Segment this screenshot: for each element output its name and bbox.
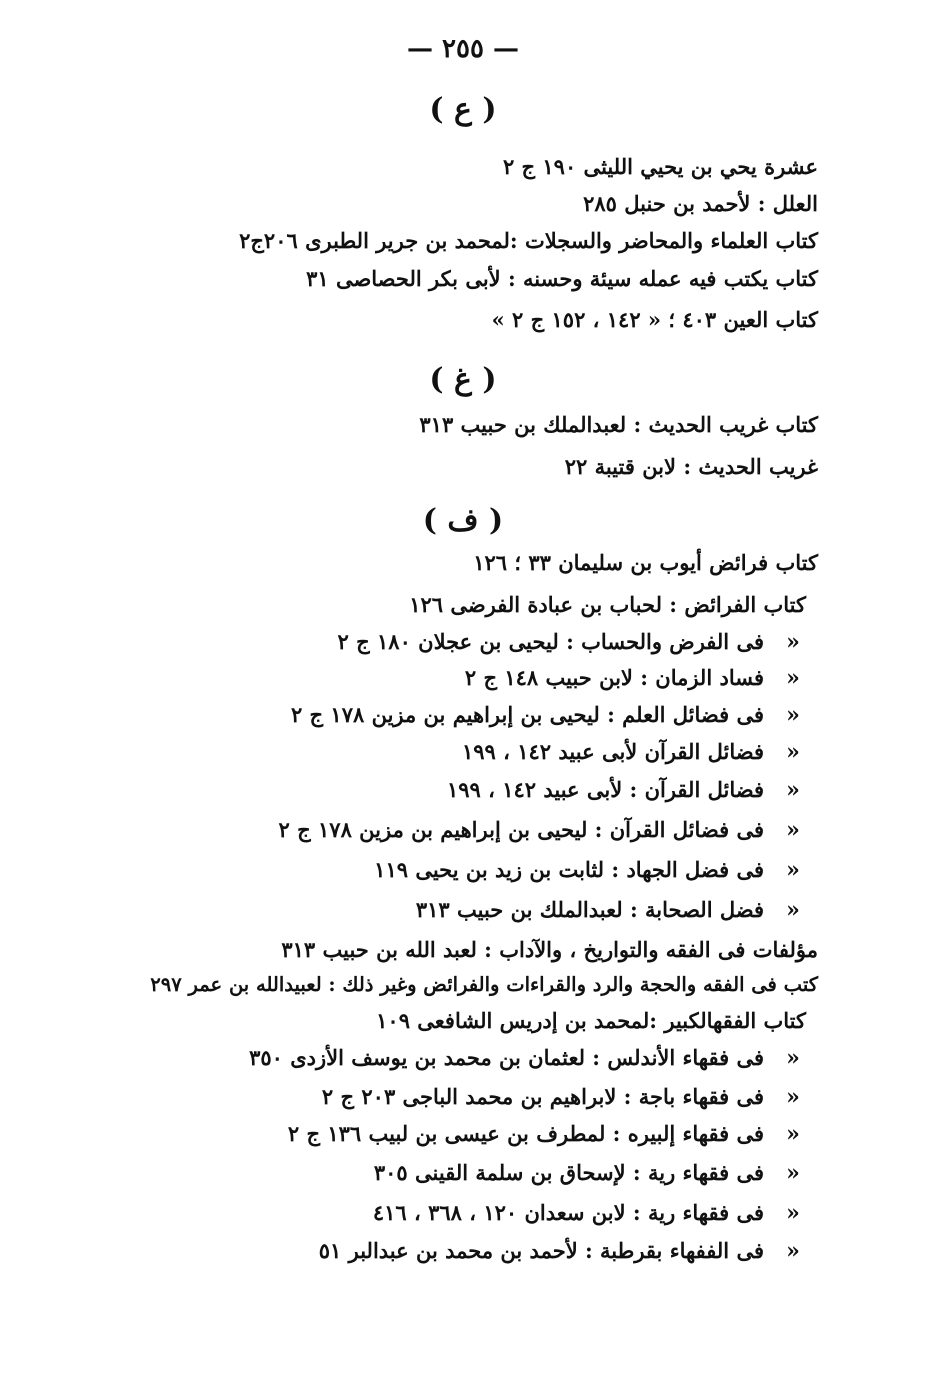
entry-line: كتاب فرائض أيوب بن سليمان ٣٣ ؛ ١٢٦ bbox=[473, 550, 818, 575]
ditto-mark: « bbox=[786, 629, 800, 655]
ditto-mark: « bbox=[786, 1121, 800, 1147]
ditto-mark: « bbox=[786, 1200, 800, 1226]
ditto-mark: « bbox=[786, 1045, 800, 1071]
entry-line: فى فضائل العلم : ليحيى بن إبراهيم بن مزين ١٧٨ ج ٢ bbox=[290, 702, 764, 727]
entry-line: كتاب الفرائض : لحباب بن عبادة الفرضى ١٢٦ bbox=[409, 592, 806, 617]
entry-line: عشرة يحي بن يحيي الليثى ١٩٠ ج ٢ bbox=[502, 154, 818, 179]
entry-line: كتاب العلماء والمحاضر والسجلات :لمحمد بن جرير الطبرى ٢٠٦ج٢ bbox=[239, 228, 818, 253]
ditto-mark: « bbox=[786, 665, 800, 691]
page-number: — ٢٥٥ — bbox=[406, 34, 520, 64]
section-heading-ghain: ( غ ) bbox=[429, 362, 497, 397]
entry-line: فى الفرض والحساب : ليحيى بن عجلان ١٨٠ ج ٢ bbox=[337, 629, 764, 654]
ditto-mark: « bbox=[786, 857, 800, 883]
entry-line: كتاب الفقهالكبير :لمحمد بن إدريس الشافعى ١٠٩ bbox=[376, 1008, 806, 1033]
entry-line: مؤلفات فى الفقه والتواريخ ، والآداب : لعبد الله بن حبيب ٣١٣ bbox=[281, 937, 818, 962]
entry-line: كتب فى الفقه والحجة والرد والقراءات والفرائض وغير ذلك : لعبيدالله بن عمر ٢٩٧ bbox=[150, 973, 818, 996]
entry-line: كتاب العين ٤٠٣ ؛ « ١٤٢ ، ١٥٢ ج ٢ » bbox=[491, 307, 818, 332]
ditto-mark: « bbox=[786, 1238, 800, 1264]
entry-line: فى فضل الجهاد : لثابت بن زيد بن يحيى ١١٩ bbox=[374, 857, 764, 882]
entry-line: فى فقهاء باجة : لابراهيم بن محمد الباجى ٢٠٣ ج ٢ bbox=[321, 1084, 764, 1109]
ditto-mark: « bbox=[786, 1084, 800, 1110]
entry-line: فى فقهاء إلبيره : لمطرف بن عيسى بن لبيب ١٣٦ ج ٢ bbox=[287, 1121, 764, 1146]
section-heading-fa: ( ف ) bbox=[422, 503, 504, 538]
entry-line: فى الففهاء بقرطبة : لأحمد بن محمد بن عبدالبر ٥١ bbox=[318, 1238, 764, 1263]
entry-line: فضل الصحابة : لعبدالملك بن حبيب ٣١٣ bbox=[415, 897, 764, 922]
ditto-mark: « bbox=[786, 817, 800, 843]
ditto-mark: « bbox=[786, 1160, 800, 1186]
entry-line: كتاب يكتب فيه عمله سيئة وحسنه : لأبى بكر الحصاصى ٣١ bbox=[306, 266, 818, 291]
ditto-mark: « bbox=[786, 897, 800, 923]
ditto-mark: « bbox=[786, 739, 800, 765]
entry-line: فى فقهاء رية : لإسحاق بن سلمة القينى ٣٠٥ bbox=[373, 1160, 764, 1185]
entry-line: العلل : لأحمد بن حنبل ٢٨٥ bbox=[583, 191, 818, 216]
ditto-mark: « bbox=[786, 777, 800, 803]
section-heading-ain: ( ع ) bbox=[429, 92, 497, 127]
ditto-mark: « bbox=[786, 702, 800, 728]
entry-line: فى فقهاء رية : لابن سعدان ١٢٠ ، ٣٦٨ ، ٤١٦ bbox=[372, 1200, 764, 1225]
entry-line: غريب الحديث : لابن قتيبة ٢٢ bbox=[564, 454, 818, 479]
entry-line: فضائل القرآن : لأبى عبيد ١٤٢ ، ١٩٩ bbox=[446, 777, 764, 802]
entry-line: كتاب غريب الحديث : لعبدالملك بن حبيب ٣١٣ bbox=[419, 412, 818, 437]
entry-line: فى فقهاء الأندلس : لعثمان بن محمد بن يوسف الأزدى ٣٥٠ bbox=[249, 1045, 764, 1070]
entry-line: فضائل القرآن لأبى عبيد ١٤٢ ، ١٩٩ bbox=[462, 739, 764, 764]
entry-line: فساد الزمان : لابن حبيب ١٤٨ ج ٢ bbox=[464, 665, 764, 690]
entry-line: فى فضائل القرآن : ليحيى بن إبراهيم بن مزين ١٧٨ ج ٢ bbox=[278, 817, 764, 842]
